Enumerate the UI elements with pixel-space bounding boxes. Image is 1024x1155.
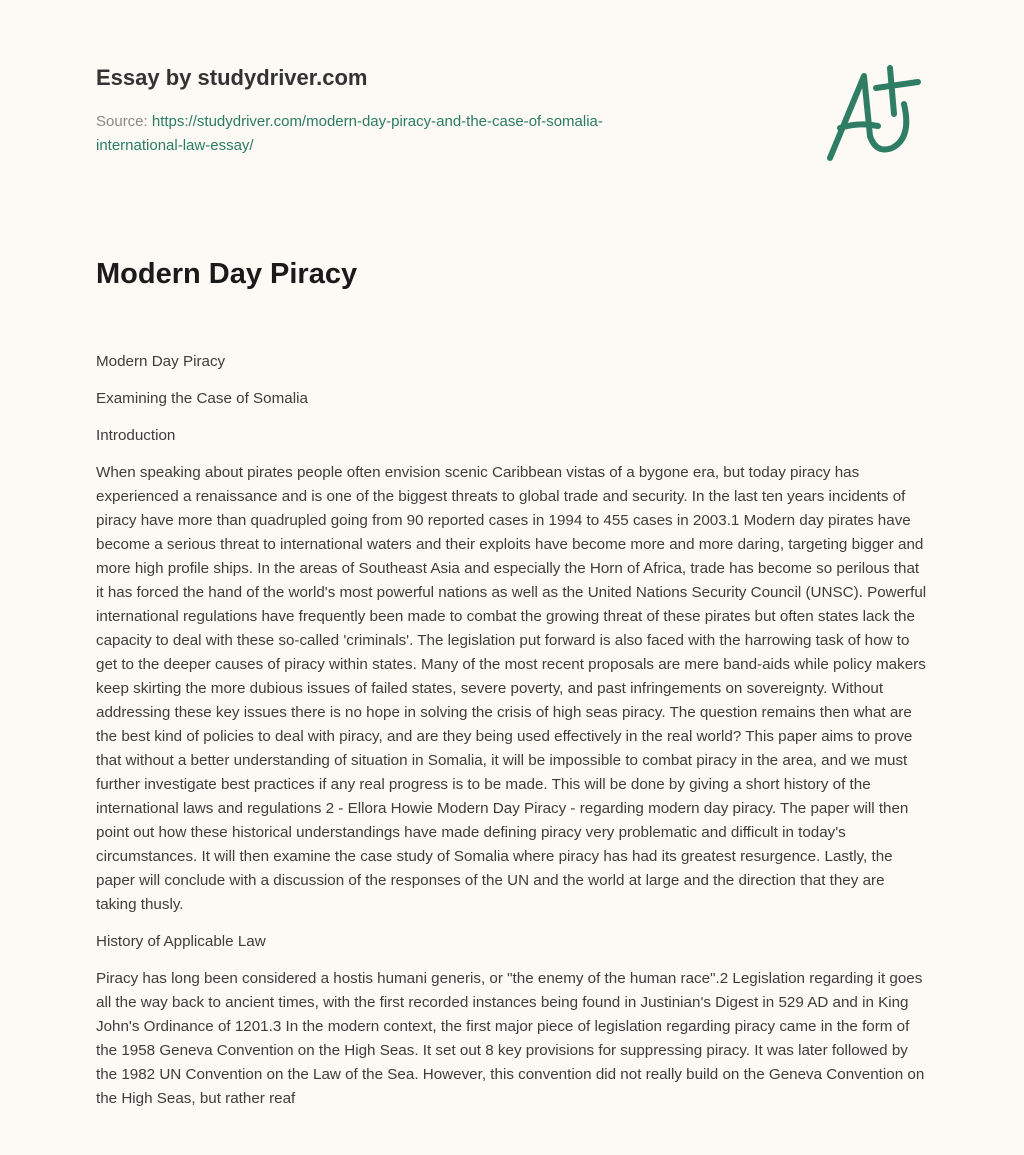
document-body (96, 350, 928, 1124)
heading-modern-day-piracy: Modern Day Piracy (96, 353, 226, 370)
history-paragraph: Piracy has long been considered a hostis humani generis, or "the enemy of the human race".2 Legislation regarding it goes all the way back to ancient times, with the first recorded instances being found in Justinian's Digest in 529 AD and in King John's Ordinance of 1201.3 In the modern context, the first major piece of legislation regarding piracy came in the form of the 1958 Geneva Convention on the High Seas. It set out 8 key provisions for suppressing piracy. It was later followed by the 1982 UN Convention on the Law of the Sea. However, this convention did not really build on the Geneva Convention on the High Seas, but rather reaf (96, 970, 925, 1107)
intro-paragraph: When speaking about pirates people often envision scenic Caribbean vistas of a bygone era, but today piracy has experienced a renaissance and is one of the biggest threats to global trade and security. In the last ten years incidents of piracy have more than quadrupled going from 90 reported cases in 1994 to 455 cases in 2003.1 Modern day pirates have become a serious threat to international waters and their exploits have become more and more daring, targeting bigger and more high profile ships. In the areas of Southeast Asia and especially the Horn of Africa, trade has become so perilous that it has forced the hand of the world's most powerful nations as well as the United Nations Security Council (UNSC). Powerful international regulations have frequently been made to combat the growing threat of these pirates but often states lack the capacity to deal with these so-called 'criminals'. The legislation put forward is also faced with the harrowing task of how to get to the deeper causes of piracy within states. Many of the most recent proposals are mere band-aids while policy makers keep skirting the more dubious issues of failed states, severe poverty, and past infringements on sovereignty. Without addressing these key issues there is no hope in solving the crisis of high seas piracy. The question remains then what are the best kind of policies to deal with piracy, and are they being used effectively in the real world? This paper aims to prove that without a better understanding of situation in Somalia, it will be impossible to combat piracy in the area, and we must further investigate best practices if any real progress is to be made. This will be done by giving a short history of the international laws and regulations 2 - Ellora Howie Modern Day Piracy - regarding modern day piracy. The paper will then point out how these historical understandings have made defining piracy very problematic and difficult in today's circumstances. It will then examine the case study of Somalia where piracy has had its greatest resurgence. Lastly, the paper will conclude with a discussion of the responses of the UN and the world at large and the direction that they are taking thusly. (96, 464, 927, 913)
source-url-line2: international-law-essay/ (96, 137, 254, 154)
section-heading-history: History of Applicable Law (96, 933, 266, 950)
a-plus-grade-icon (820, 62, 930, 172)
source-line (96, 110, 736, 158)
page-header (96, 64, 736, 158)
source-url-line1: https://studydriver.com/modern-day-piracy-and-the-case-of-somalia- (151, 113, 603, 130)
source-link[interactable] (96, 113, 603, 154)
heading-introduction: Introduction (96, 427, 176, 444)
source-label: Source: (96, 113, 152, 130)
site-title: Essay by studydriver.com (96, 65, 368, 90)
document-title: Modern Day Piracy (96, 258, 358, 290)
heading-examining-somalia: Examining the Case of Somalia (96, 390, 308, 407)
